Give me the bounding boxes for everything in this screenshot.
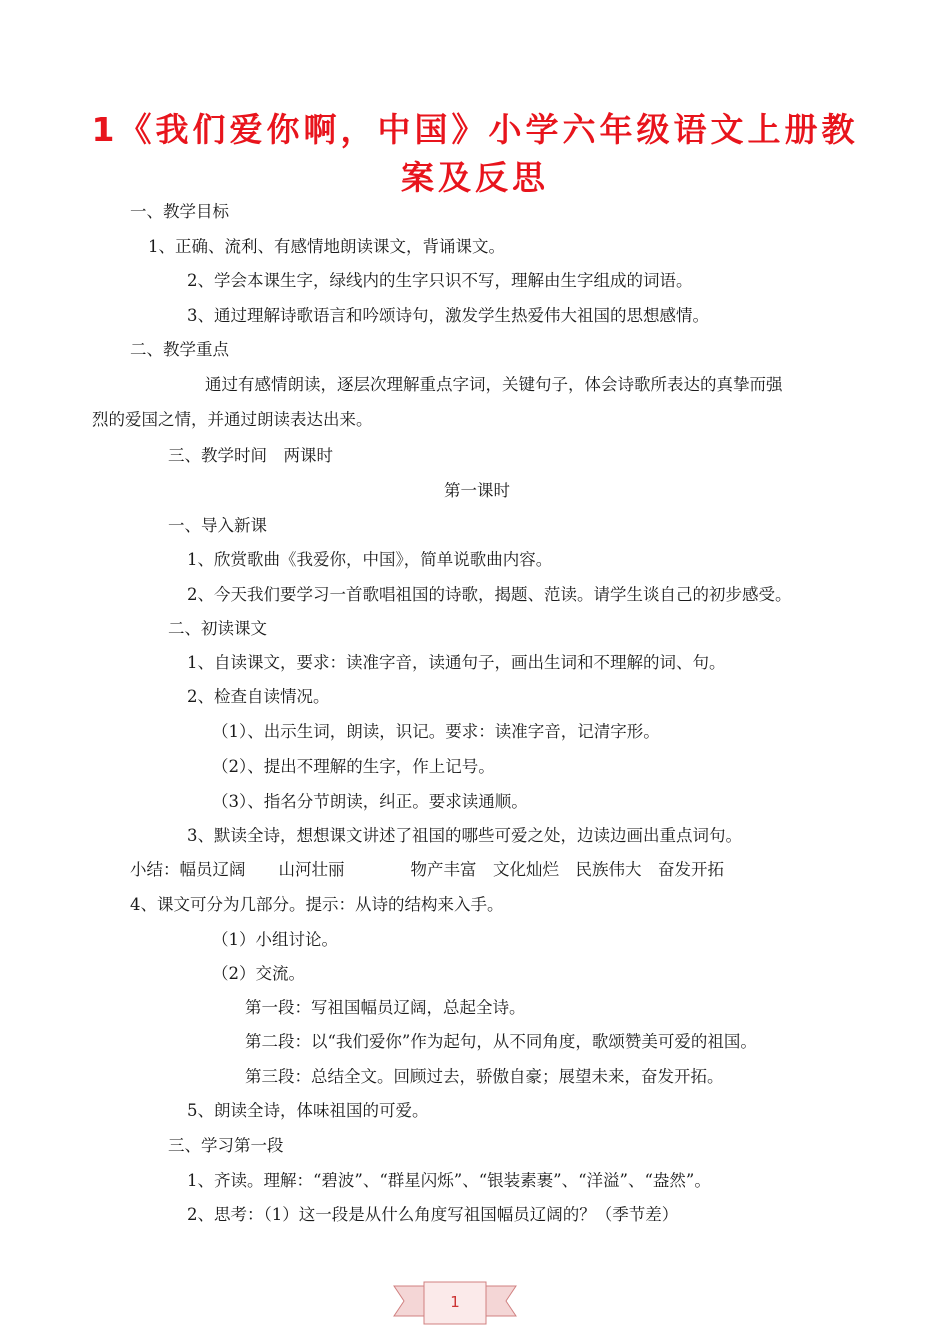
reading-item-4-sub-2: （2）交流。	[212, 964, 305, 983]
document-title-line-1: 1《我们爱你啊，中国》小学六年级语文上册教	[91, 110, 859, 149]
reading-item-4-sub-1: （1）小组讨论。	[212, 930, 338, 949]
intro-item-2: 2、今天我们要学习一首歌唱祖国的诗歌，揭题、范读。请学生谈自己的初步感受。	[187, 585, 792, 604]
page-number-ribbon	[390, 1280, 520, 1330]
paragraph-summary-3: 第三段：总结全文。回顾过去，骄傲自豪；展望未来，奋发开拓。	[245, 1067, 724, 1086]
summary-line: 小结：幅员辽阔 山河壮丽 物产丰富 文化灿烂 民族伟大 奋发开拓	[130, 860, 724, 879]
objective-item-2: 2、学会本课生字，绿线内的生字只识不写，理解由生字组成的词语。	[187, 271, 693, 290]
step-heading-introduction: 一、导入新课	[168, 516, 267, 535]
section-one-item-2: 2、思考：（1）这一段是从什么角度写祖国幅员辽阔的？（季节差）	[187, 1205, 679, 1224]
step-heading-first-reading: 二、初读课文	[168, 619, 267, 638]
objective-item-3: 3、通过理解诗歌语言和吟颂诗句，激发学生热爱伟大祖国的思想感情。	[187, 306, 709, 325]
key-points-paragraph-line-2: 烈的爱国之情，并通过朗读表达出来。	[92, 410, 373, 429]
paragraph-summary-2: 第二段：以“我们爱你”作为起句，从不同角度，歌颂赞美可爱的祖国。	[245, 1032, 757, 1051]
reading-item-2: 2、检查自读情况。	[187, 687, 330, 706]
lesson-heading: 第一课时	[444, 481, 510, 500]
reading-subitem-3: （3）、指名分节朗读，纠正。要求读通顺。	[212, 792, 528, 811]
objective-item-1: 1、正确、流利、有感情地朗读课文，背诵课文。	[148, 237, 505, 256]
intro-item-1: 1、欣赏歌曲《我爱你，中国》，简单说歌曲内容。	[187, 550, 553, 569]
section-heading-teaching-time: 三、教学时间 两课时	[168, 446, 333, 465]
reading-item-4: 4、课文可分为几部分。提示：从诗的结构来入手。	[130, 895, 504, 914]
step-heading-first-section: 三、学习第一段	[168, 1136, 284, 1155]
section-heading-objectives: 一、教学目标	[130, 202, 229, 221]
reading-item-5: 5、朗读全诗，体味祖国的可爱。	[187, 1101, 429, 1120]
reading-subitem-1: （1）、出示生词，朗读，识记。要求：读准字音，记清字形。	[212, 722, 660, 741]
section-heading-key-points: 二、教学重点	[130, 340, 229, 359]
reading-item-1: 1、自读课文，要求：读准字音，读通句子，画出生词和不理解的词、句。	[187, 653, 726, 672]
page-number: 1	[450, 1293, 460, 1311]
paragraph-summary-1: 第一段：写祖国幅员辽阔，总起全诗。	[245, 998, 526, 1017]
reading-item-3: 3、默读全诗，想想课文讲述了祖国的哪些可爱之处，边读边画出重点词句。	[187, 826, 742, 845]
reading-subitem-2: （2）、提出不理解的生字，作上记号。	[212, 757, 495, 776]
section-one-item-1: 1、齐读。理解：“碧波”、“群星闪烁”、“银装素裹”、“洋溢”、“盎然”。	[187, 1171, 711, 1190]
key-points-paragraph-line-1: 通过有感情朗读，逐层次理解重点字词，关键句子，体会诗歌所表达的真挚而强	[205, 375, 783, 394]
document-title-line-2: 案及反思	[401, 158, 549, 197]
